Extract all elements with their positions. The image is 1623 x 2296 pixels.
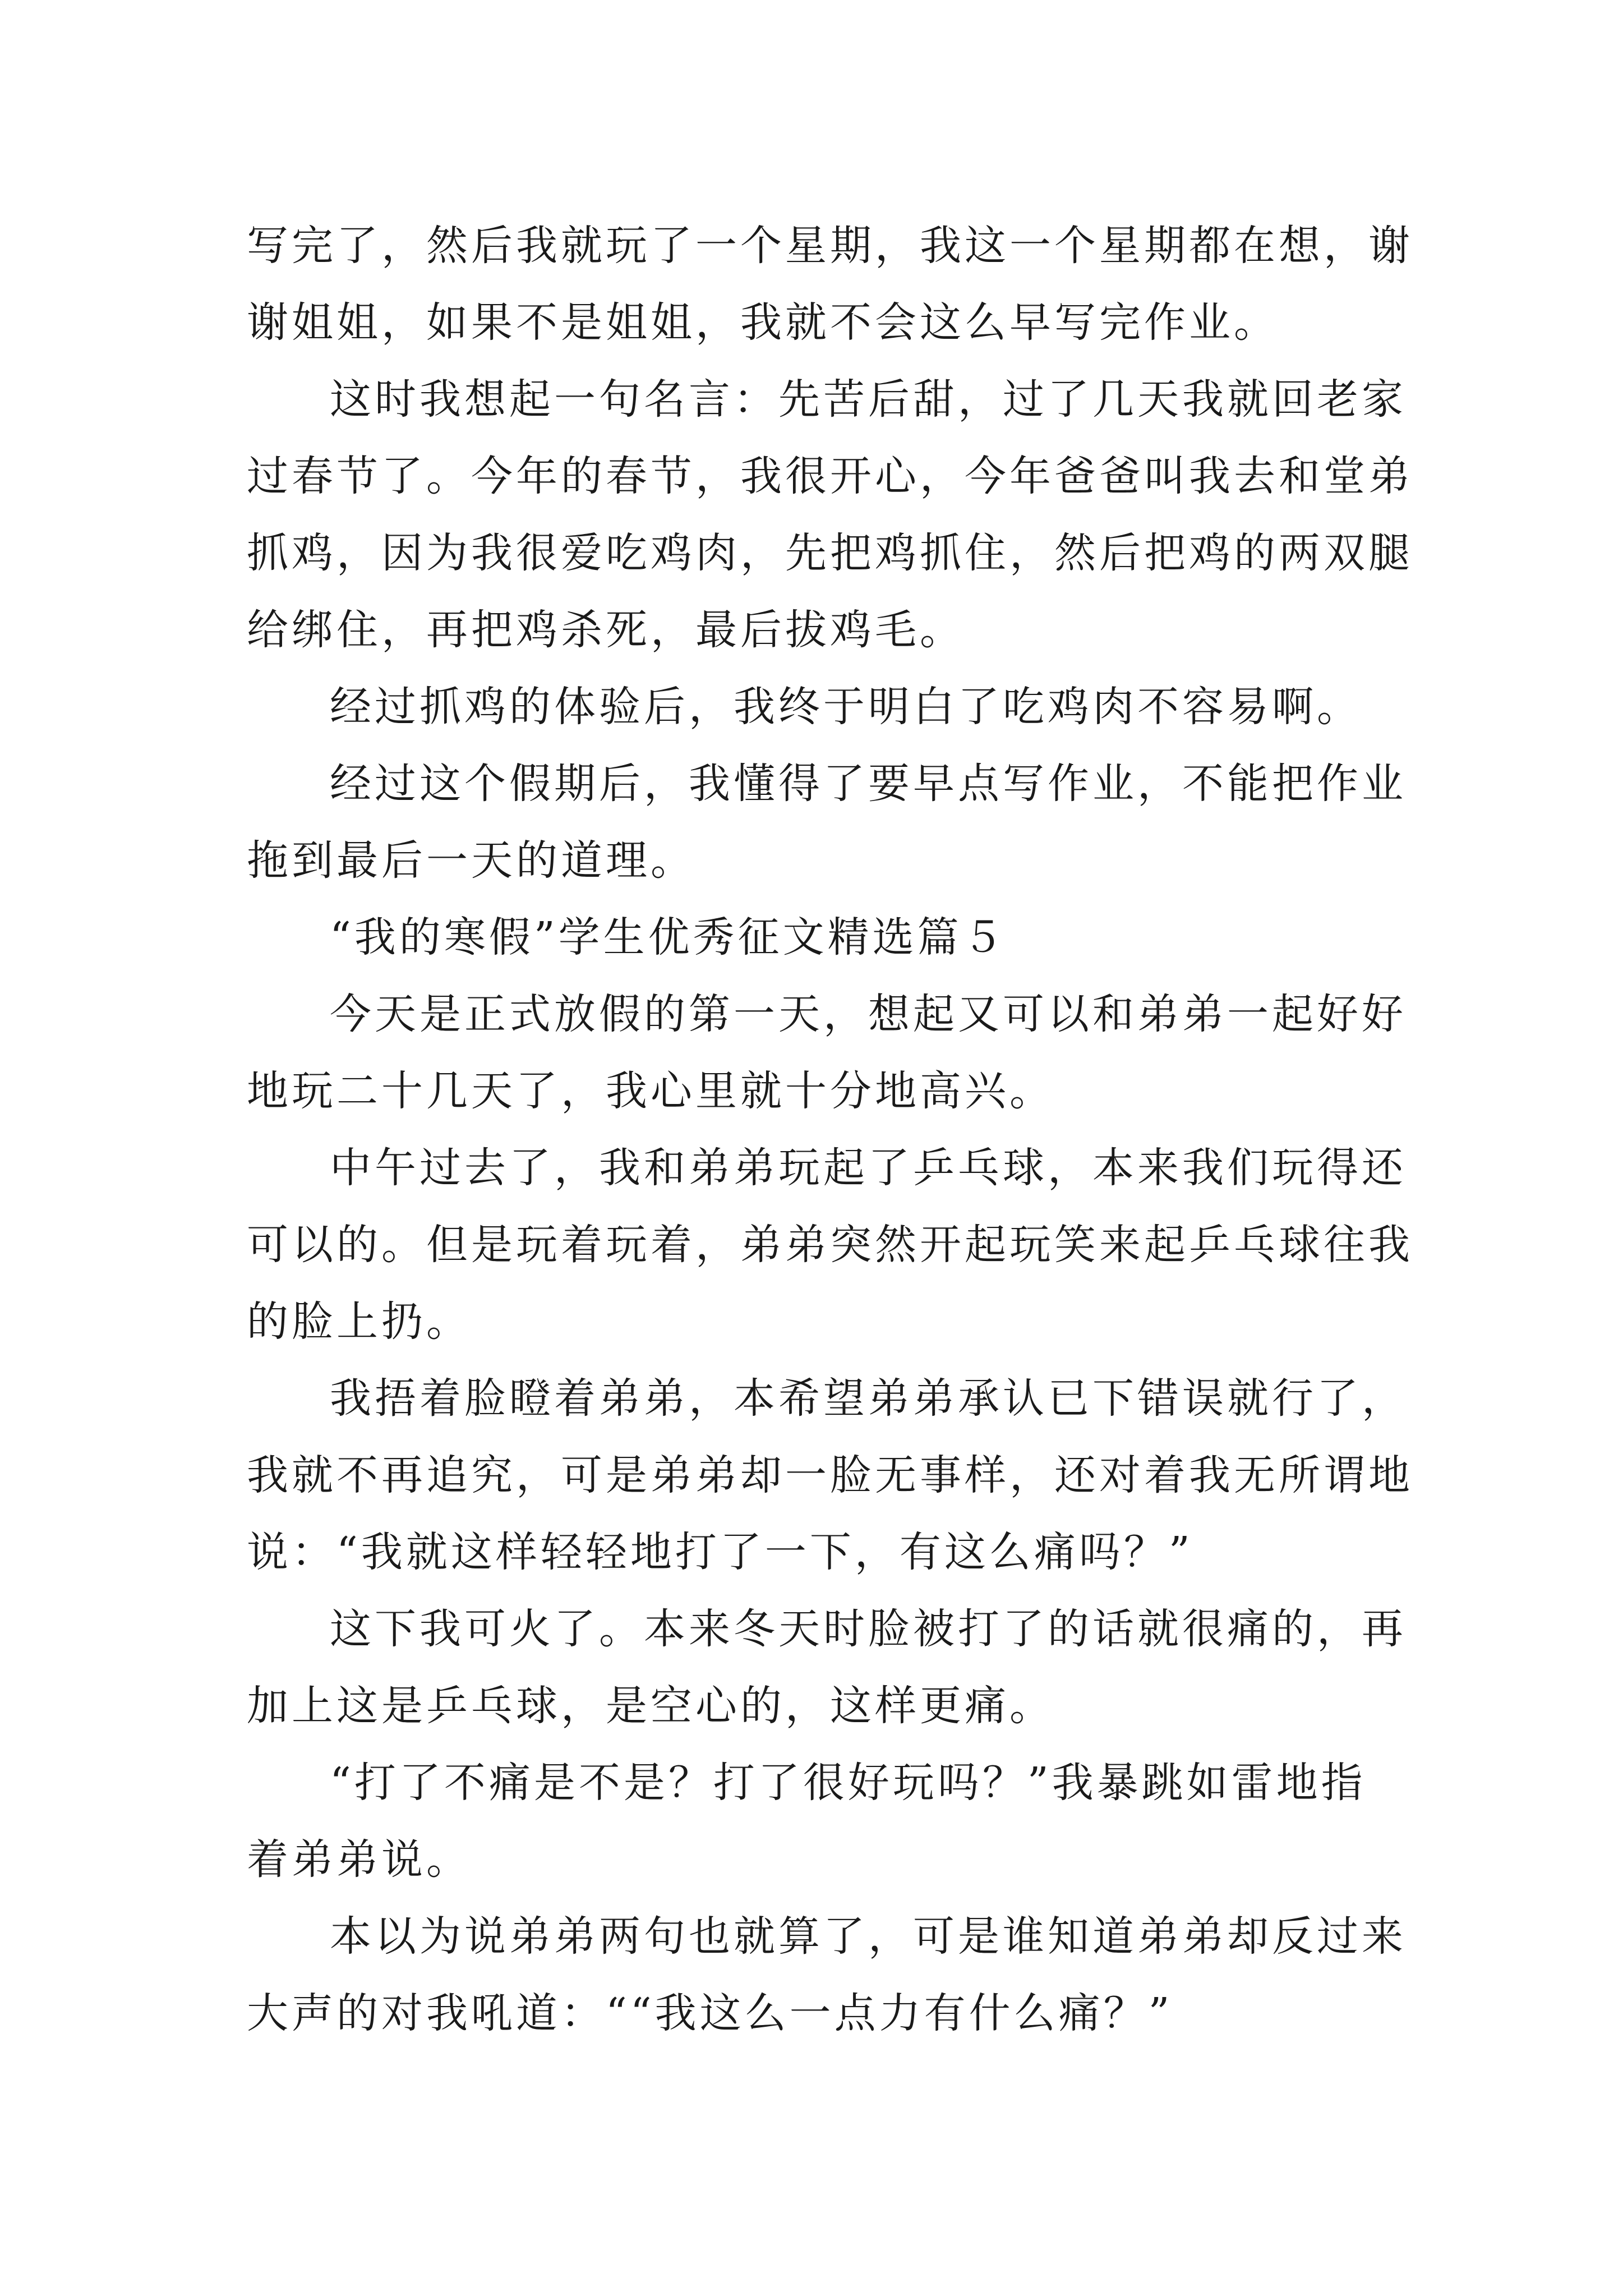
text-line: 写完了，然后我就玩了一个星期，我这一个星期都在想，谢 — [247, 222, 1413, 270]
text-line: 今天是正式放假的第一天，想起又可以和弟弟一起好好 — [330, 990, 1407, 1038]
text-line: 这时我想起一句名言：先苦后甜，过了几天我就回老家 — [330, 375, 1407, 424]
text-line: 说：“我就这样轻轻地打了一下，有这么痛吗？” — [247, 1528, 1193, 1576]
text-line: 我就不再追究，可是弟弟却一脸无事样，还对着我无所谓地 — [247, 1451, 1413, 1499]
text-line: 这下我可火了。本来冬天时脸被打了的话就很痛的，再 — [330, 1605, 1407, 1653]
text-line: 着弟弟说。 — [247, 1835, 471, 1884]
text-line: 拖到最后一天的道理。 — [247, 836, 695, 885]
text-line: 中午过去了，我和弟弟玩起了乒乓球，本来我们玩得还 — [330, 1144, 1407, 1192]
text-line: 经过这个假期后，我懂得了要早点写作业，不能把作业 — [330, 760, 1407, 808]
text-line: 的脸上扔。 — [247, 1297, 471, 1346]
text-line: 过春节了。今年的春节，我很开心，今年爸爸叫我去和堂弟 — [247, 452, 1413, 500]
text-line: 本以为说弟弟两句也就算了，可是谁知道弟弟却反过来 — [330, 1912, 1407, 1961]
text-line: 大声的对我吼道：““我这么一点力有什么痛？” — [247, 1989, 1173, 2037]
document-body — [247, 208, 1413, 2052]
text-line: 我捂着脸瞪着弟弟，本希望弟弟承认已下错误就行了， — [330, 1374, 1407, 1423]
text-line: 谢姐姐，如果不是姐姐，我就不会这么早写完作业。 — [247, 298, 1279, 347]
text-line: 给绑住，再把鸡杀死，最后拔鸡毛。 — [247, 606, 965, 654]
text-line: 可以的。但是玩着玩着，弟弟突然开起玩笑来起乒乓球往我 — [247, 1221, 1413, 1269]
section-heading: “我的寒假”学生优秀征文精选篇５ — [330, 913, 1007, 961]
text-line: 抓鸡，因为我很爱吃鸡肉，先把鸡抓住，然后把鸡的两双腿 — [247, 529, 1413, 577]
text-line: 经过抓鸡的体验后，我终于明白了吃鸡肉不容易啊。 — [330, 683, 1362, 731]
text-line: “打了不痛是不是？打了很好玩吗？”我暴跳如雷地指 — [330, 1759, 1366, 1807]
text-line: 加上这是乒乓球，是空心的，这样更痛。 — [247, 1682, 1054, 1730]
text-line: 地玩二十几天了，我心里就十分地高兴。 — [247, 1067, 1054, 1115]
